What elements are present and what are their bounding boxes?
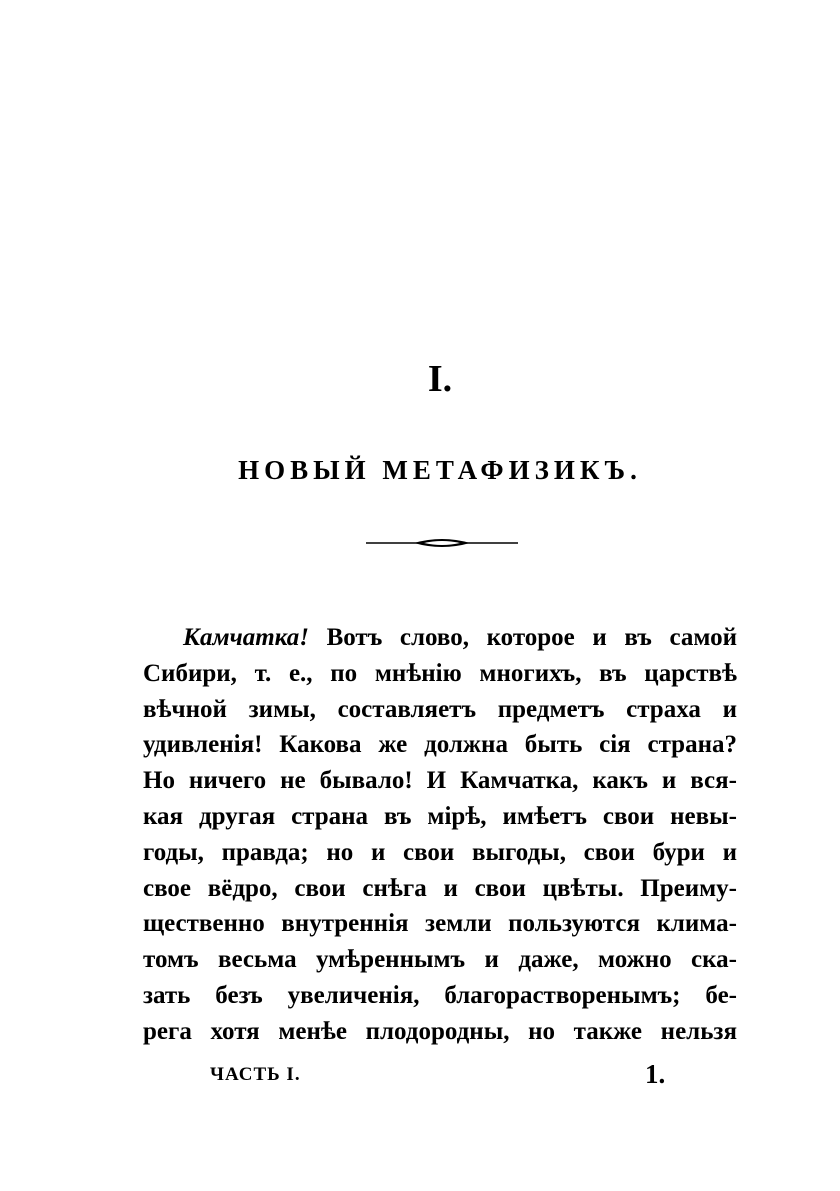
page-number: 1. xyxy=(645,1059,666,1089)
decorative-rule xyxy=(366,536,518,550)
body-line: удивленія! Какова же должна быть сія страна? xyxy=(143,731,737,759)
body-line: Сибири, т. е., по мнѣнію многихъ, въ царствѣ xyxy=(143,659,737,687)
body-line xyxy=(143,620,737,656)
italic-word: Камчатка! xyxy=(183,624,309,651)
body-line: зать безъ увеличенія, благорастворенымъ; бе- xyxy=(143,981,737,1009)
body-line: годы, правда; но и свои выгоды, свои бури и xyxy=(143,838,737,866)
body-line: свое вёдро, свои снѣга и свои цвѣты. Преиму- xyxy=(143,874,737,902)
chapter-title: НОВЫЙ МЕТАФИЗИКЪ. xyxy=(238,455,642,485)
body-line: вѣчной зимы, составляетъ предметъ страха и xyxy=(143,695,737,723)
body-line: томъ весьма умѣреннымъ и даже, можно ска- xyxy=(143,946,737,974)
body-line: щественно внутреннія земли пользуются клима- xyxy=(143,910,737,938)
body-text xyxy=(143,620,737,1050)
body-line: Но ничего не бывало! И Камчатка, какъ и вся- xyxy=(143,767,737,795)
body-line: кая другая страна въ мірѣ, имѣетъ свои невы- xyxy=(143,802,737,830)
footer-signature: ЧАСТЬ I. xyxy=(210,1064,301,1085)
body-line-rest: Вотъ слово, которое и въ самой xyxy=(326,624,737,651)
chapter-number: I. xyxy=(427,358,453,400)
body-line: рега хотя менѣе плодородны, но также нельзя xyxy=(143,1017,737,1045)
